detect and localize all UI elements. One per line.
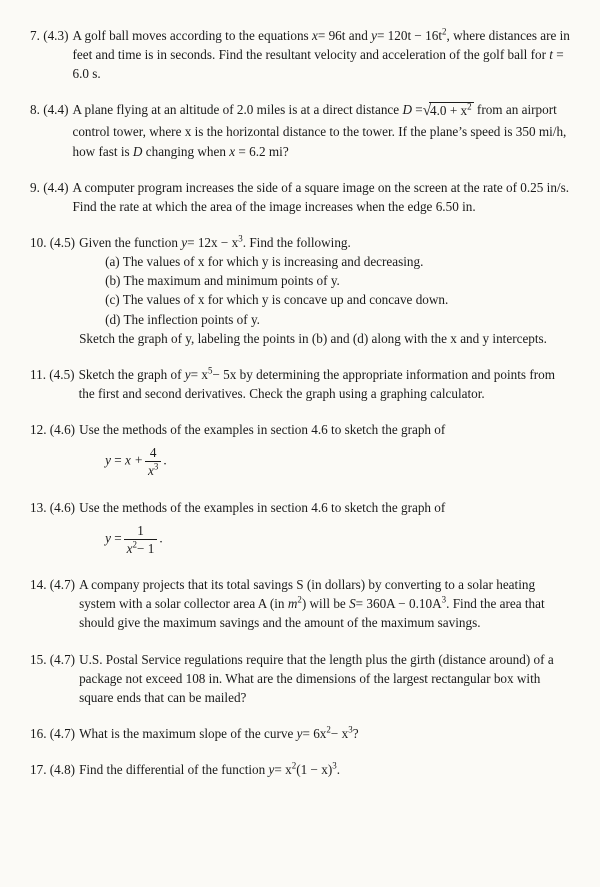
problem-body: [72, 100, 572, 160]
math-term: x +: [124, 452, 144, 468]
problem-body: [72, 26, 572, 83]
text-fragment: = 6.2 mi?: [238, 143, 289, 159]
exponent: 3: [348, 724, 353, 735]
problem-number: 11. (4.5): [30, 366, 75, 382]
text-fragment: A golf ball moves according to the equations: [72, 28, 309, 43]
problem-7: [30, 26, 572, 83]
text-fragment: What is the maximum slope of the curve: [79, 725, 294, 741]
problem-14: [30, 575, 572, 632]
exponent: 2: [326, 724, 331, 735]
problem-number: 17. (4.8): [30, 762, 76, 778]
fraction-denominator: [124, 539, 158, 556]
problem-sublist: [79, 252, 572, 329]
math-var-y: y: [105, 530, 111, 546]
problem-text: A computer program increases the side of a square image on the screen at the rate of 0.25 in/s. Find the rate at which the area of the image increases when the edge 6.50 in.: [72, 179, 570, 214]
problem-8: [30, 100, 572, 160]
text-fragment: from an airport control tower, where x is the horizontal distance to the tower. If the plane’s speed is 350 mi/h, how fast is: [72, 102, 567, 159]
problem-body: [72, 178, 572, 216]
text-fragment: . Find the area that should give the maximum savings and the amount of the maximum savings.: [79, 596, 545, 631]
problem-body: [79, 575, 572, 632]
text-fragment: A plane flying at an altitude of 2.0 miles is at a direct distance: [72, 102, 400, 118]
list-item: (d) The inflection points of y.: [105, 311, 260, 327]
problem-13: [30, 498, 572, 558]
problem-body: [79, 233, 572, 348]
list-item: (a) The values of x for which y is increasing and decreasing.: [105, 254, 424, 270]
math-expr: = 12x − x: [187, 235, 239, 250]
math-expr: = 360A − 0.10A: [355, 596, 442, 612]
math-equals: =: [114, 452, 122, 468]
fraction: [145, 445, 161, 478]
problem-text: [72, 26, 572, 83]
problem-number: 15. (4.7): [30, 651, 76, 667]
conjunction-and: and: [348, 28, 368, 43]
denominator-base: x: [148, 463, 154, 479]
text-fragment: changing when: [145, 143, 226, 159]
unit-meters: m: [287, 596, 298, 612]
text-fragment: by determining the appropriate information and points from the first and second derivatives. Check the graph using a graphing calculator.: [78, 366, 555, 401]
math-paren-expr: (1 − x): [296, 762, 333, 778]
problem-body: [79, 650, 572, 707]
problem-body: [79, 724, 572, 743]
problem-15: [30, 650, 572, 707]
denominator-rest: − 1: [137, 540, 155, 556]
problem-number: 12. (4.6): [30, 422, 76, 438]
exponent: 3: [332, 760, 337, 771]
problem-number: 13. (4.6): [30, 499, 76, 515]
math-var-x: x: [229, 143, 236, 159]
list-item: (c) The values of x for which y is concave up and concave down.: [105, 292, 449, 308]
math-expr: = x: [190, 366, 208, 382]
math-equals: =: [114, 530, 122, 546]
exponent: 5: [207, 365, 213, 376]
math-expr: − 5x: [212, 366, 237, 382]
math-var-S: S: [349, 596, 356, 612]
radicand-text: 4.0 + x: [430, 102, 468, 118]
fraction-numerator: 4: [149, 445, 157, 461]
list-item: (b) The maximum and minimum points of y.: [105, 273, 340, 289]
radical-icon: √: [422, 102, 432, 120]
text-fragment: Sketch the graph of: [78, 366, 182, 382]
text-fragment: = 6.0 s.: [72, 47, 564, 82]
problem-number: 14. (4.7): [30, 577, 76, 593]
exponent: 2: [297, 594, 302, 605]
equation-12: [105, 445, 572, 478]
problem-body: [79, 760, 572, 779]
exponent: 2: [132, 539, 137, 550]
text-fragment: ) will be: [301, 596, 346, 612]
problem-text: [72, 100, 572, 160]
math-var-y: y: [181, 235, 188, 250]
period: .: [163, 452, 167, 468]
math-var-D: D: [402, 102, 412, 118]
problem-body: [79, 498, 572, 558]
math-var-y: y: [268, 762, 275, 778]
text-fragment: , where distances are in feet and time is in seconds. Find the resultant velocity and acceleration of the golf ball for: [72, 28, 570, 63]
problem-text: [79, 760, 572, 779]
problem-number: 8. (4.4): [30, 102, 69, 118]
problem-closing-text: Sketch the graph of y, labeling the points in (b) and (d) along with the x and y intercepts.: [79, 330, 547, 346]
problem-text: U.S. Postal Service regulations require that the length plus the girth (distance around) of a package not exceed 108 in. What are the dimensions of the largest rectangular box with square ends that can be mailed?: [79, 651, 554, 705]
math-expr: = 6x: [302, 725, 327, 741]
exponent: 2: [467, 101, 472, 112]
text-fragment: Given the function: [79, 235, 178, 250]
problem-text: [79, 365, 572, 403]
problem-12: [30, 420, 572, 480]
fraction-numerator: 1: [137, 522, 144, 538]
math-expr: = 120t − 16t: [376, 28, 443, 43]
math-var-D: D: [132, 143, 143, 159]
problem-text: [79, 724, 572, 743]
problem-number: 7. (4.3): [30, 28, 69, 43]
problem-text: Use the methods of the examples in section 4.6 to sketch the graph of: [79, 422, 446, 438]
math-expr: = 96t: [317, 28, 346, 43]
text-fragment: .: [336, 762, 340, 778]
period: .: [159, 530, 163, 546]
problem-body: [79, 365, 572, 403]
equation-13: [105, 523, 572, 556]
math-var-y: y: [296, 725, 303, 741]
fraction: [124, 523, 158, 556]
problem-number: 9. (4.4): [30, 179, 69, 195]
problem-text: [79, 233, 572, 252]
radicand: [429, 102, 474, 118]
math-expr: = x: [274, 762, 292, 778]
square-root-expression: [423, 100, 474, 122]
denominator-base: x: [126, 540, 133, 556]
problem-text: Use the methods of the examples in section 4.6 to sketch the graph of: [79, 499, 446, 515]
problem-9: [30, 178, 572, 216]
text-fragment: A company projects that its total savings S (in dollars) by converting to a solar heating system with a solar collector area A (in: [79, 577, 536, 612]
problem-number: 16. (4.7): [30, 725, 76, 741]
exponent: 3: [441, 594, 447, 605]
text-fragment: ?: [352, 725, 359, 741]
exponent: 2: [291, 760, 297, 771]
text-fragment: Find the differential of the function: [79, 762, 266, 778]
exponent: 3: [153, 462, 159, 473]
problem-body: [79, 420, 572, 480]
problem-11: [30, 365, 572, 403]
problem-16: [30, 724, 572, 743]
problem-text: [79, 575, 572, 632]
math-var-y: y: [371, 28, 377, 43]
fraction-denominator: [145, 461, 161, 478]
math-var-t: t: [549, 47, 553, 63]
exponent: 3: [238, 233, 243, 244]
math-var-y: y: [105, 452, 111, 468]
math-var-x: x: [312, 28, 318, 43]
problem-10: [30, 233, 572, 348]
math-var-y: y: [184, 366, 191, 382]
exponent: 2: [442, 26, 447, 37]
math-expr: − x: [330, 725, 349, 741]
math-equals: =: [415, 102, 423, 118]
problem-number: 10. (4.5): [30, 235, 76, 250]
text-fragment: . Find the following.: [242, 235, 351, 250]
problem-17: [30, 760, 572, 779]
